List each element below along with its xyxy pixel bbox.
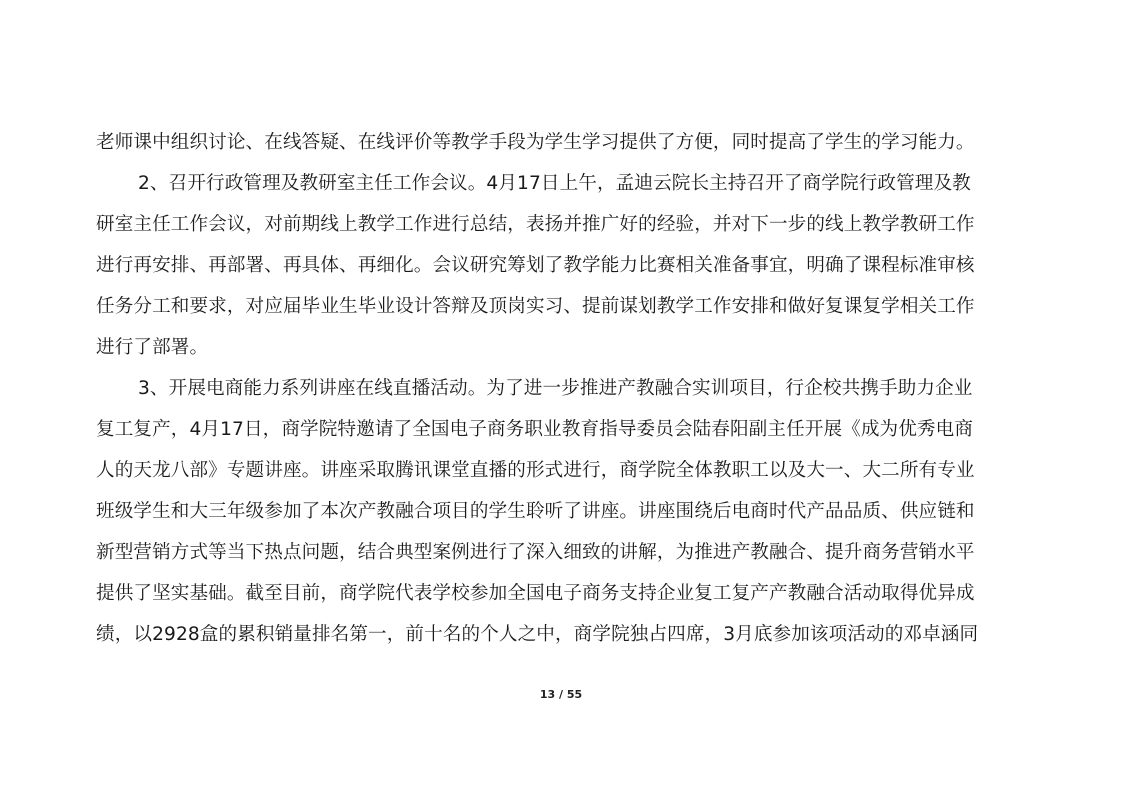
text-line-paragraph-start: 3、开展电商能力系列讲座在线直播活动。为了进一步推进产教融合实训项目，行企校共携手助力企业 xyxy=(138,378,973,399)
text-line: 研室主任工作会议，对前期线上教学工作进行总结，表扬并推广好的经验，并对下一步的线上教学教研工作 xyxy=(96,214,975,235)
text-line: 新型营销方式等当下热点问题，结合典型案例进行了深入细致的讲解，为推进产教融合、提升商务营销水平 xyxy=(96,542,975,563)
text-line: 绩，以2928盒的累积销量排名第一，前十名的个人之中，商学院独占四席，3月底参加该项活动的邓卓涵同 xyxy=(96,624,979,645)
text-line-paragraph-start: 2、召开行政管理及教研室主任工作会议。4月17日上午，孟迪云院长主持召开了商学院行政管理及教 xyxy=(138,173,971,194)
text-line: 班级学生和大三年级参加了本次产教融合项目的学生聆听了讲座。讲座围绕后电商时代产品品质、供应链和 xyxy=(96,501,975,522)
body-text xyxy=(96,122,1028,655)
text-line: 人的天龙八部》专题讲座。讲座采取腾讯课堂直播的形式进行，商学院全体教职工以及大一、大二所有专业 xyxy=(96,460,975,481)
text-line: 任务分工和要求，对应届毕业生毕业设计答辩及顶岗实习、提前谋划教学工作安排和做好复课复学相关工作 xyxy=(96,296,975,317)
text-line: 提供了坚实基础。截至目前，商学院代表学校参加全国电子商务支持企业复工复产产教融合活动取得优异成 xyxy=(96,583,975,604)
text-line: 进行了部署。 xyxy=(96,337,209,358)
text-line: 老师课中组织讨论、在线答疑、在线评价等教学手段为学生学习提供了方便，同时提高了学生的学习能力。 xyxy=(96,132,975,153)
text-line: 进行再安排、再部署、再具体、再细化。会议研究筹划了教学能力比赛相关准备事宜，明确了课程标准审核 xyxy=(96,255,975,276)
text-line: 复工复产，4月17日，商学院特邀请了全国电子商务职业教育指导委员会陆春阳副主任开展《成为优秀电商 xyxy=(96,419,974,440)
page-number: 13 / 55 xyxy=(539,688,583,701)
